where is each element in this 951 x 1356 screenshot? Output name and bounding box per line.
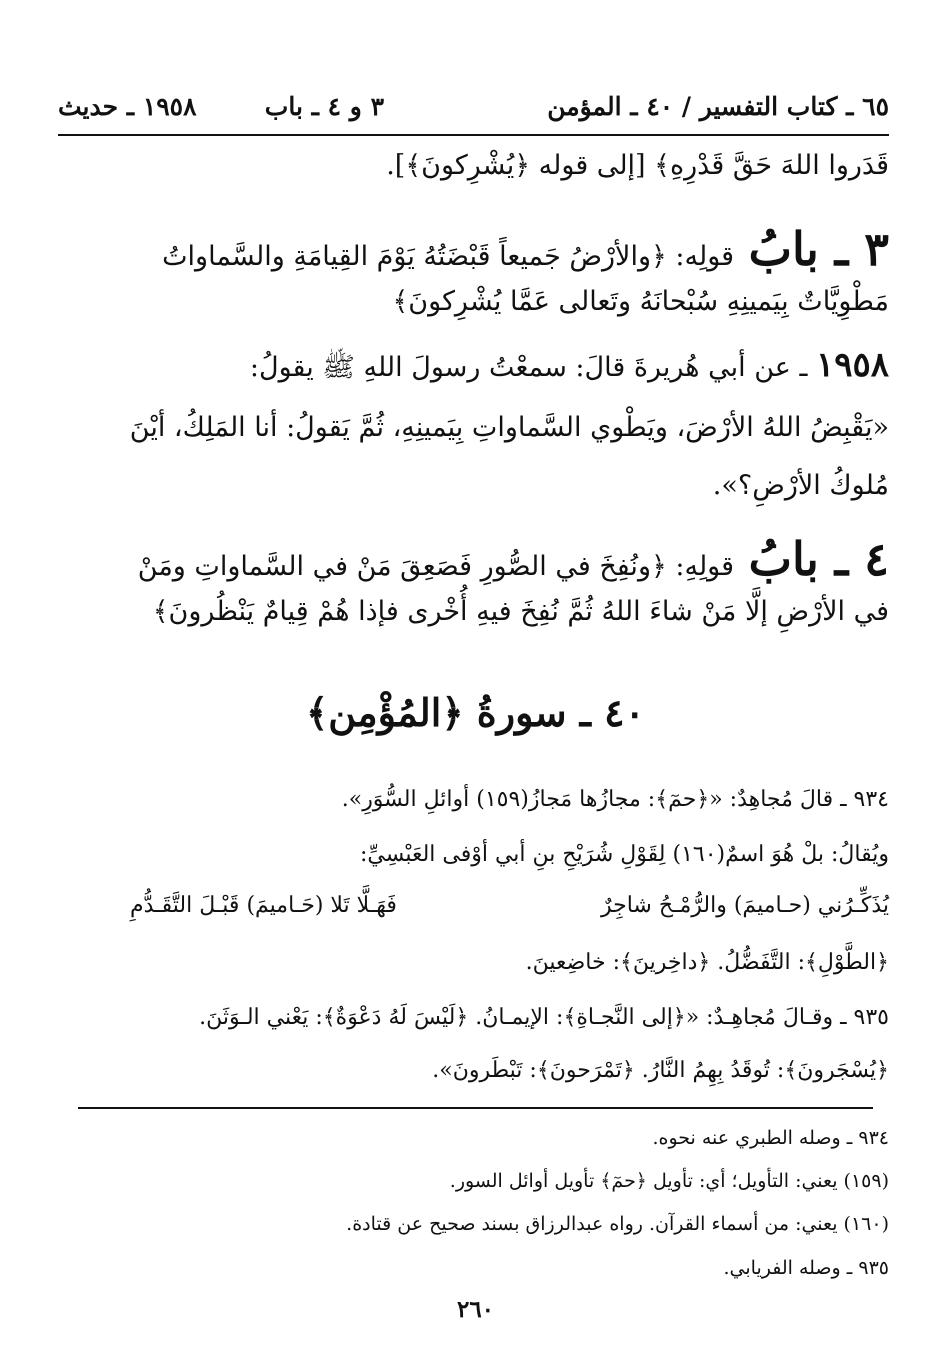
hadith-text-line2: مُلوكُ الأرْضِ؟». [712, 470, 889, 501]
commentary-yusjarun: ﴿يُسْجَرونَ﴾: تُوقَدُ بِهِمُ النَّارُ. ﴿تَمْرَحونَ﴾: تَبْطَرونَ». [432, 1058, 889, 1083]
commentary-935: ٩٣٥ ـ وقـالَ مُجاهِـدٌ: «﴿إلى النَّجـاةِ﴾: الإيمـانُ. ﴿لَيْسَ لَهُ دَعْوَةٌ﴾: يَعْني الـوَثَنَ. [199, 1005, 889, 1030]
bab-3-verse-line2: مَطْوِيَّاتٌ بِيَمينِهِ سُبْحانَهُ وتَعالى عَمَّا يُشْرِكونَ﴾ [392, 286, 889, 317]
verse-continuation: قَدَروا اللهَ حَقَّ قَدْرِهِ﴾ [إلى قوله ﴿يُشْرِكونَ﴾]. [386, 150, 889, 181]
commentary-934: ٩٣٤ ـ قالَ مُجاهِدٌ: «﴿حمٓ﴾: مجازُها مَجازُ(١٥٩) أوائلِ السُّوَرِ». [341, 787, 889, 812]
footnote-divider [78, 1107, 873, 1109]
header-hadith-number: ١٩٥٨ ـ حديث [58, 92, 197, 121]
page-number: ٢٦٠ [456, 1296, 495, 1323]
bab-4-verse-line2: في الأرْضِ إلَّا مَنْ شاءَ اللهُ ثُمَّ نُفِخَ فيهِ أُخْرى فإذا هُمْ قِيامٌ يَنْظُرونَ﴾ [152, 596, 889, 627]
bab-4-verse-line1: قولِهِ: ﴿ونُفِخَ في الصُّورِ فَصَعِقَ مَنْ في السَّماواتِ ومَنْ [137, 551, 735, 582]
hadith-intro-text: ـ عن أبي هُريرةَ قالَ: سمعْتُ رسولَ اللهِ ﷺ يقولُ: [249, 352, 808, 383]
surah-title: ٤٠ ـ سورةُ ﴿المُؤْمِن﴾ [306, 690, 645, 735]
hadith-number: ١٩٥٨ [815, 345, 889, 385]
header-bab-range: ٣ و ٤ ـ باب [264, 92, 384, 121]
hadith-text-line1: «يَقْبِضُ اللهُ الأرْضَ، ويَطْوي السَّماواتِ بِيَمينِهِ، ثُمَّ يَقولُ: أنا المَلِكُ، أيْنَ [129, 412, 889, 443]
commentary-name-line: ويُقالُ: بلْ هُوَ اسمٌ(١٦٠) لِقَوْلِ شُرَيْحِ بنِ أبي أوْفى العَبْسِيِّ: [359, 842, 889, 867]
footnote-934: ٩٣٤ ـ وصله الطبري عنه نحوه. [652, 1127, 889, 1149]
header-book-chapter: ٦٥ ـ كتاب التفسير / ٤٠ ـ المؤمن [547, 92, 889, 121]
poem-first-hemistich: يُذَكِّـرُني (حـاميمَ) والرُّمْـحُ شاجِرٌ [600, 893, 889, 918]
bab-3-number: ٣ ـ بابُ [748, 222, 889, 276]
footnote-160: (١٦٠) يعني: من أسماء القرآن. رواه عبدالرزاق بسند صحيح عن قتادة. [346, 1213, 889, 1235]
commentary-tawl: ﴿الطَّوْلِ﴾: التَّفَضُّلُ. ﴿داخِرينَ﴾: خاضِعينَ. [525, 950, 889, 975]
bab-3-verse-line1: قولِه: ﴿والأرْضُ جَميعاً قَبْضَتُهُ يَوْمَ القِيامَةِ والسَّماواتُ [162, 241, 735, 272]
bab-4-number: ٤ ـ بابُ [748, 532, 889, 586]
footnote-159: (١٥٩) يعني: التأويل؛ أي: تأويل ﴿حمٓ﴾ تأويل أوائل السور. [449, 1170, 889, 1192]
running-header [58, 84, 889, 136]
bab-4-heading [58, 532, 889, 586]
bab-3-heading [58, 222, 889, 276]
hadith-1958-intro [58, 345, 889, 390]
footnote-935: ٩٣٥ ـ وصله الفريابي. [723, 1257, 889, 1279]
poem-second-hemistich: فَهَـلَّا تَلا (حَـاميمَ) قَبْـلَ التَّقَـدُّمِ [130, 893, 397, 918]
